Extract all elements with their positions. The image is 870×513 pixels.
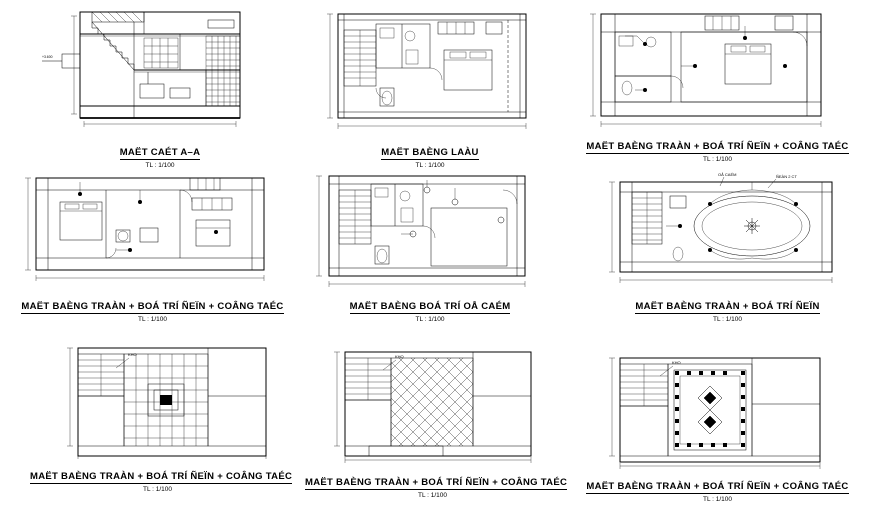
caption-ceiling-pattern-3 (580, 476, 855, 503)
drawing-ceiling-pattern-3 (580, 348, 855, 513)
caption-ceiling-lighting-power-2 (20, 296, 285, 323)
label-kho: KHO (672, 360, 681, 365)
caption-title: MAËT BAÈNG TRAÀN + BOÁ TRÍ ÑEÏN + COÂNG TAÉC (30, 471, 293, 482)
drawing-ceiling-lighting (600, 168, 855, 323)
socket-layout-graphic (305, 168, 555, 296)
plan-upper-floor-graphic (310, 6, 550, 138)
label-kho: KHO (395, 354, 404, 359)
svg-text:+3.600: +3.600 (42, 55, 53, 59)
caption-scale: TL : 1/100 (415, 162, 445, 169)
caption-socket-layout (305, 296, 555, 323)
caption-scale: TL : 1/100 (415, 316, 445, 323)
label-kho: KHO (128, 352, 137, 357)
drawing-ceiling-lighting-power-1 (585, 6, 850, 163)
label-den-2ct: ÑEÀN 2 CT (776, 174, 797, 179)
caption-scale: TL : 1/100 (145, 162, 175, 169)
caption-title: MAËT BAÈNG TRAÀN + BOÁ TRÍ ÑEÏN + COÂNG TAÉC (305, 477, 568, 488)
caption-section-aa (40, 142, 280, 169)
drawing-plan-upper-floor (310, 6, 550, 169)
ceiling-pattern-2-graphic (305, 338, 560, 463)
ceiling-plan-2-graphic (20, 168, 285, 296)
caption-ceiling-pattern-1 (30, 466, 293, 493)
drawing-ceiling-pattern-2 (305, 338, 568, 503)
caption-title: MAËT BAÈNG TRAÀN + BOÁ TRÍ ÑEÏN + COÂNG TAÉC (21, 301, 284, 312)
drawing-section-aa (40, 6, 280, 169)
ceiling-plan-1-graphic (585, 6, 850, 134)
drawing-socket-layout (305, 168, 555, 323)
caption-ceiling-pattern-2 (305, 472, 568, 499)
ceiling-lighting-graphic (600, 168, 855, 296)
caption-title: MAËT BAÈNG BOÁ TRÍ OÅ CAÉM (349, 301, 511, 312)
caption-title: MAËT BAÈNG TRAÀN + BOÁ TRÍ ÑEÏN + COÂNG TAÉC (586, 481, 849, 492)
caption-title: MAËT BAÈNG TRAÀN + BOÁ TRÍ ÑEÏN (635, 301, 820, 312)
caption-scale: TL : 1/100 (417, 492, 448, 499)
caption-ceiling-lighting-power-1 (585, 136, 850, 163)
caption-title: MAËT CAÉT A–A (119, 147, 201, 158)
caption-scale: TL : 1/100 (137, 316, 168, 323)
drawing-ceiling-lighting-power-2 (20, 168, 285, 323)
caption-scale: TL : 1/100 (712, 316, 743, 323)
drawing-ceiling-pattern-1 (30, 338, 293, 503)
caption-plan-upper-floor (310, 142, 550, 169)
ceiling-pattern-1-graphic (30, 338, 285, 463)
caption-title: MAËT BAÈNG LAÀU (381, 147, 479, 158)
section-aa-graphic (40, 6, 280, 138)
caption-scale: TL : 1/100 (142, 486, 173, 493)
caption-title: MAËT BAÈNG TRAÀN + BOÁ TRÍ ÑEÏN + COÂNG TAÉC (586, 141, 849, 152)
ceiling-pattern-3-graphic (580, 348, 855, 473)
caption-scale: TL : 1/100 (702, 496, 733, 503)
caption-scale: TL : 1/100 (702, 156, 733, 163)
label-o-cam: OÅ CAÉM (718, 172, 737, 177)
caption-ceiling-lighting (600, 296, 855, 323)
